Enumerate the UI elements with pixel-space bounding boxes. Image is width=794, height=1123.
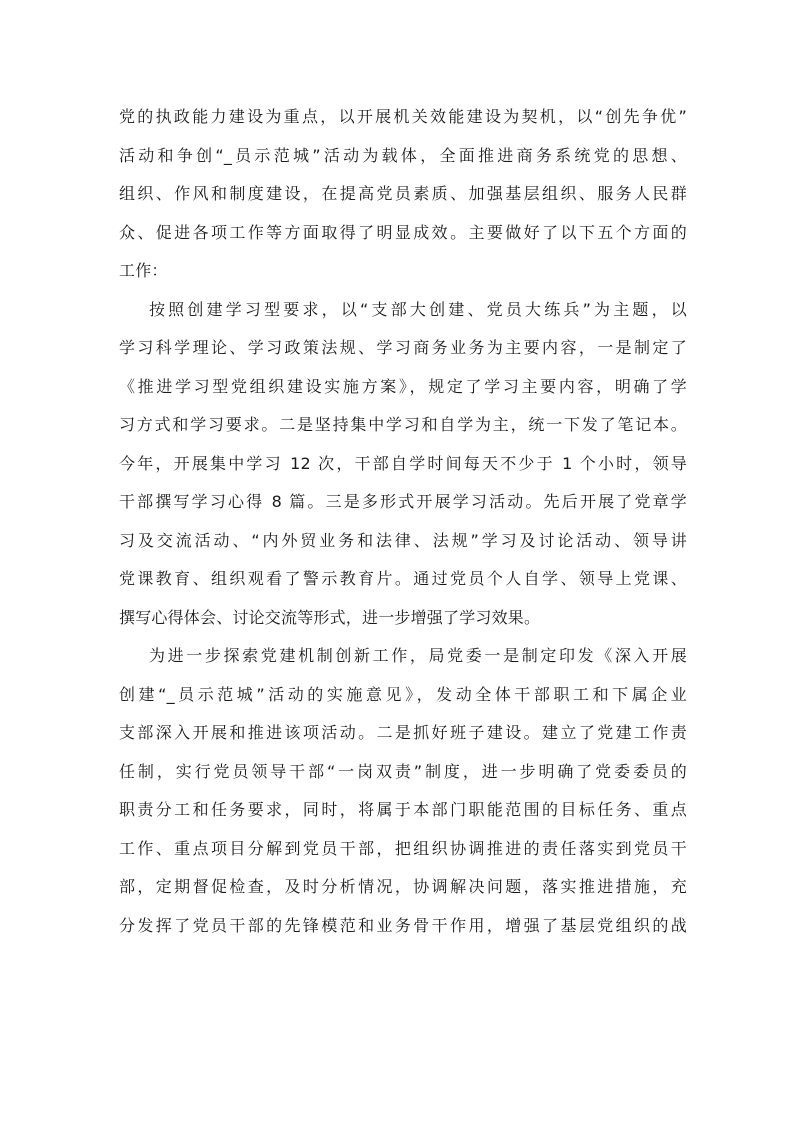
paragraph-line: 支部深入开展和推进该项活动。二是抓好班子建设。建立了党建工作责 <box>119 723 687 742</box>
paragraph-line: 今年，开展集中学习 12 次，干部自学时间每天不少于 1 个小时，领导 <box>119 453 687 473</box>
paragraph-line: 创建“_员示范城”活动的实施意见》，发动全体干部职工和下属企业 <box>119 684 687 704</box>
paragraph-line: 《推进学习型党组织建设实施方案》，规定了学习主要内容，明确了学 <box>119 376 687 396</box>
paragraph-line: 撰写心得体会、讨论交流等形式，进一步增强了学习效果。 <box>119 607 541 627</box>
paragraph-line: 习方式和学习要求。二是坚持集中学习和自学为主，统一下发了笔记本。 <box>119 415 687 434</box>
paragraph-line: 任制，实行党员领导干部“一岗双责”制度，进一步明确了党委委员的 <box>119 761 687 781</box>
paragraph-line: 部，定期督促检查，及时分析情况，协调解决问题，落实推进措施，充 <box>119 877 687 896</box>
paragraph-line: 党的执政能力建设为重点，以开展机关效能建设为契机，以“创先争优” <box>119 107 687 126</box>
paragraph-line: 众、促进各项工作等方面取得了明显成效。主要做好了以下五个方面的 <box>119 222 687 242</box>
paragraph-line: 工作： <box>119 261 168 280</box>
paragraph-line: 活动和争创“_员示范城”活动为载体，全面推进商务系统党的思想、 <box>119 145 687 165</box>
paragraph-line: 分发挥了党员干部的先锋模范和业务骨干作用，增强了基层党组织的战 <box>119 915 687 935</box>
document-body <box>119 98 687 945</box>
paragraph-line: 党课教育、组织观看了警示教育片。通过党员个人自学、领导上党课、 <box>119 569 687 588</box>
paragraph-line: 干部撰写学习心得 8 篇。三是多形式开展学习活动。先后开展了党章学 <box>119 492 687 511</box>
paragraph-line: 学习科学理论、学习政策法规、学习商务业务为主要内容，一是制定了 <box>119 338 687 357</box>
paragraph-line: 职责分工和任务要求，同时，将属于本部门职能范围的目标任务、重点 <box>119 800 687 819</box>
paragraph-line: 按照创建学习型要求，以“支部大创建、党员大练兵”为主题，以 <box>149 299 687 319</box>
paragraph-line: 工作、重点项目分解到党员干部，把组织协调推进的责任落实到党员干 <box>119 838 687 858</box>
paragraph-line: 习及交流活动、“内外贸业务和法律、法规”学习及讨论活动、领导讲 <box>119 530 687 550</box>
paragraph-line: 为进一步探索党建机制创新工作，局党委一是制定印发《深入开展 <box>149 646 687 665</box>
paragraph-line: 组织、作风和制度建设，在提高党员素质、加强基层组织、服务人民群 <box>119 184 687 203</box>
